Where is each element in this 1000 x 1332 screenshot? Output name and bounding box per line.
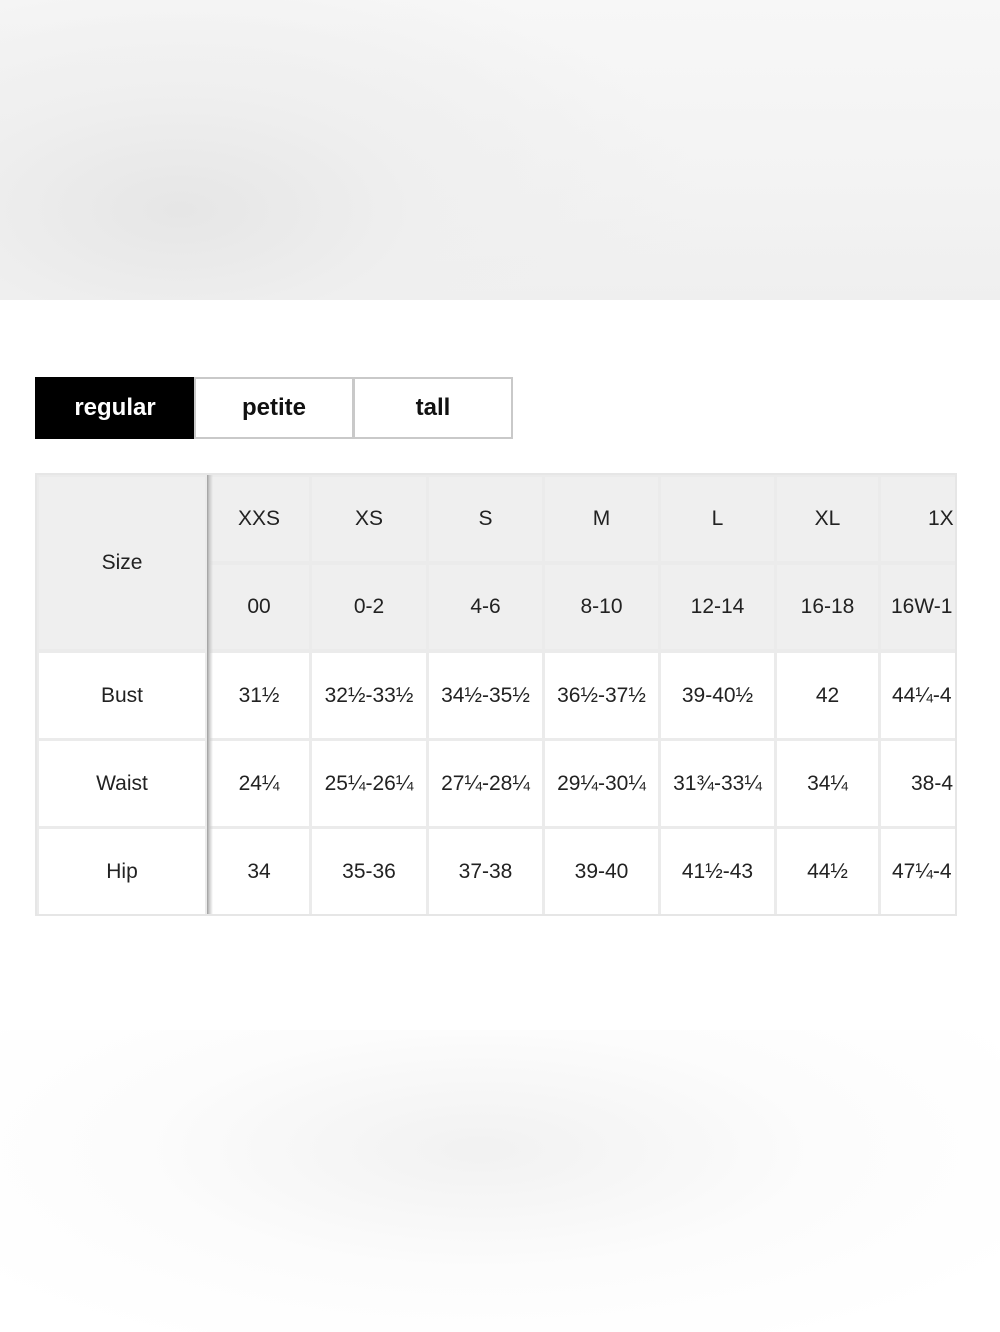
column-xxs bbox=[209, 475, 309, 914]
row-label-hip: Hip bbox=[39, 829, 205, 914]
waist-value: 29¼-30¼ bbox=[545, 741, 658, 826]
bust-value: 44¼-4 bbox=[881, 653, 957, 738]
column-xl bbox=[777, 475, 878, 914]
row-label-bust: Bust bbox=[39, 653, 205, 738]
size-number: 00 bbox=[209, 565, 309, 649]
hip-value: 41½-43 bbox=[661, 829, 774, 914]
waist-value: 24¼ bbox=[209, 741, 309, 826]
tab-tall[interactable]: tall bbox=[353, 377, 513, 439]
column-s bbox=[429, 475, 542, 914]
hip-value: 35-36 bbox=[312, 829, 426, 914]
size-letter: XXS bbox=[209, 477, 309, 561]
size-letter: S bbox=[429, 477, 542, 561]
size-label: Size bbox=[39, 477, 205, 649]
column-xs bbox=[312, 475, 426, 914]
hip-value: 39-40 bbox=[545, 829, 658, 914]
waist-value: 31¾-33¼ bbox=[661, 741, 774, 826]
bust-value: 36½-37½ bbox=[545, 653, 658, 738]
tab-petite[interactable]: petite bbox=[194, 377, 354, 439]
size-columns bbox=[209, 475, 957, 914]
column-1x bbox=[881, 475, 957, 914]
waist-value: 25¼-26¼ bbox=[312, 741, 426, 826]
hip-value: 47¼-4 bbox=[881, 829, 957, 914]
hip-value: 34 bbox=[209, 829, 309, 914]
size-letter: 1X bbox=[881, 477, 957, 561]
column-l bbox=[661, 475, 774, 914]
size-letter: L bbox=[661, 477, 774, 561]
frozen-column-shadow bbox=[207, 475, 213, 914]
size-number: 16-18 bbox=[777, 565, 878, 649]
hip-value: 37-38 bbox=[429, 829, 542, 914]
row-label-column bbox=[37, 475, 207, 914]
column-m bbox=[545, 475, 658, 914]
waist-value: 38-4 bbox=[881, 741, 957, 826]
bust-value: 32½-33½ bbox=[312, 653, 426, 738]
bust-value: 42 bbox=[777, 653, 878, 738]
size-number: 16W-1 bbox=[881, 565, 957, 649]
row-label-waist: Waist bbox=[39, 741, 205, 826]
size-number: 0-2 bbox=[312, 565, 426, 649]
size-letter: XS bbox=[312, 477, 426, 561]
header-image-area bbox=[0, 0, 1000, 300]
size-letter: XL bbox=[777, 477, 878, 561]
size-letter: M bbox=[545, 477, 658, 561]
waist-value: 27¼-28¼ bbox=[429, 741, 542, 826]
bust-value: 34½-35½ bbox=[429, 653, 542, 738]
size-chart-table bbox=[35, 473, 957, 916]
bust-value: 39-40½ bbox=[661, 653, 774, 738]
bust-value: 31½ bbox=[209, 653, 309, 738]
size-number: 8-10 bbox=[545, 565, 658, 649]
size-number: 12-14 bbox=[661, 565, 774, 649]
waist-value: 34¼ bbox=[777, 741, 878, 826]
footer-fade-area bbox=[0, 1030, 1000, 1332]
fit-tabs bbox=[35, 377, 513, 439]
tab-regular[interactable]: regular bbox=[35, 377, 195, 439]
hip-value: 44½ bbox=[777, 829, 878, 914]
size-number: 4-6 bbox=[429, 565, 542, 649]
